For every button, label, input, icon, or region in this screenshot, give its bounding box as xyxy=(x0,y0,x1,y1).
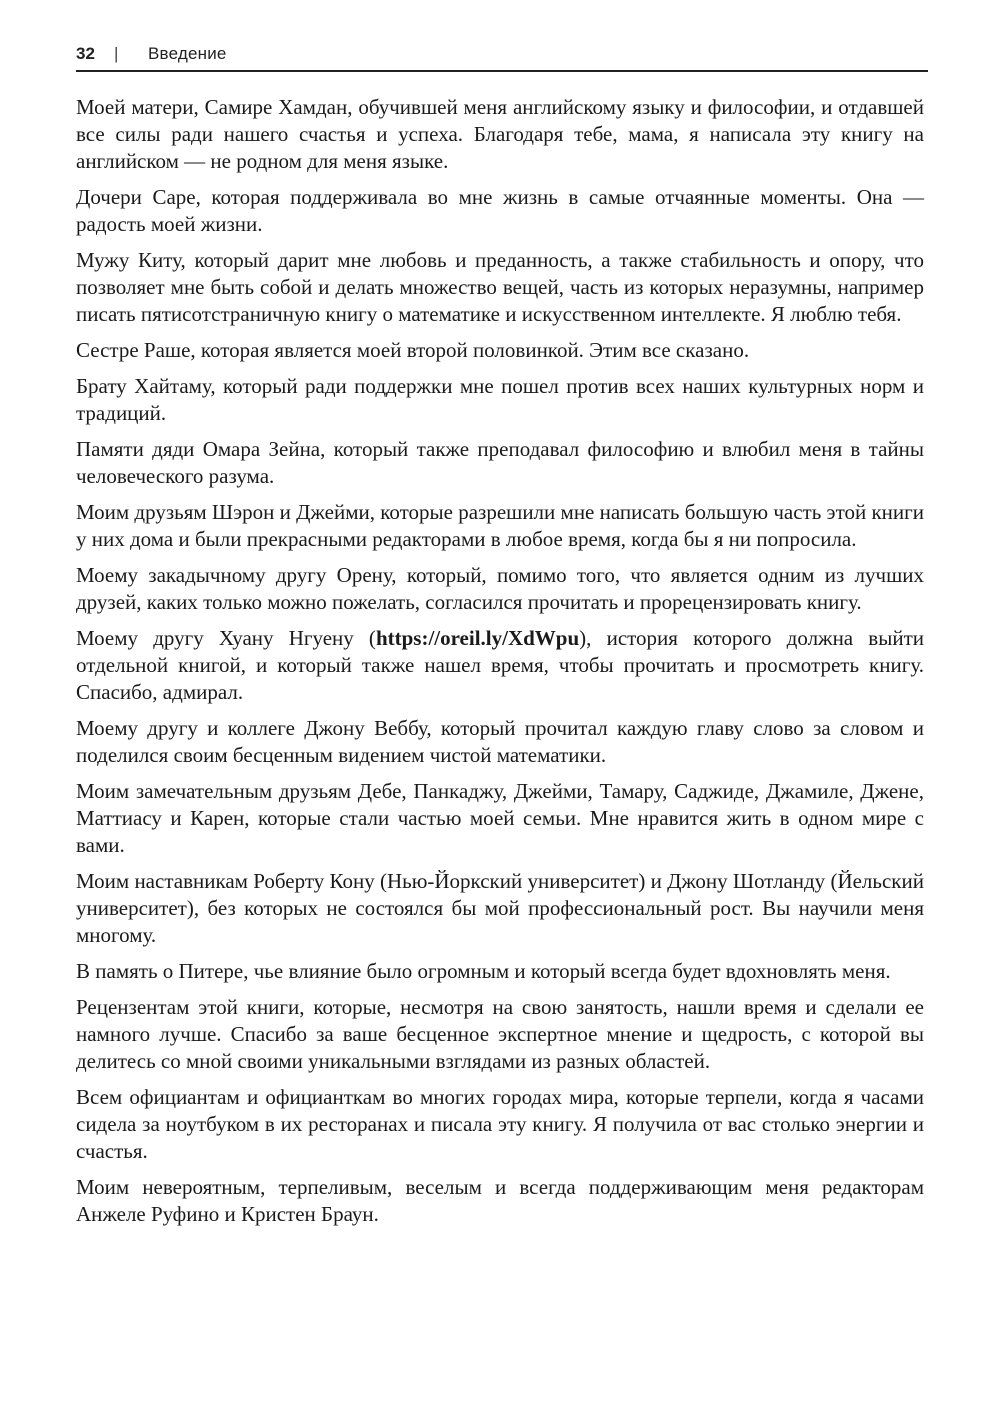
paragraph-daughter: Дочери Саре, которая поддерживала во мне жизнь в самые отчаянные моменты. Она — радость моей жизни. xyxy=(76,185,924,236)
paragraph-husband: Мужу Киту, который дарит мне любовь и преданность, а также стабильность и опору, что позволяет мне быть собой и делать множество вещей, часть из которых неразумны, например писать пятисотстраничную книгу о математике и искусственном интеллекте. Я люблю тебя. xyxy=(76,248,924,326)
paragraph-peter: В память о Питере, чье влияние было огромным и который всегда будет вдохновлять меня. xyxy=(76,959,891,983)
paragraph-wonderful-friends: Моим замечательным друзьям Дебе, Панкаджу, Джейми, Тамару, Саджиде, Джамиле, Джене, Маттиасу и Карен, которые стали частью моей семьи. Мне нравится жить в одном мире с вами. xyxy=(76,779,924,857)
paragraph-mentors: Моим наставникам Роберту Кону (Нью-Йоркский университет) и Джону Шотланду (Йельский университет), без которых не состоялся бы мой профессиональный рост. Вы научили меня многому. xyxy=(76,869,924,947)
paragraph-colleague-john: Моему другу и коллеге Джону Веббу, который прочитал каждую главу слово за словом и поделился своим бесценным видением чистой математики. xyxy=(76,716,924,767)
oreilly-link[interactable]: https://oreil.ly/XdWpu xyxy=(375,626,580,650)
paragraph-mother: Моей матери, Самире Хамдан, обучившей меня английскому языку и философии, и отдавшей все силы ради нашего счастья и успеха. Благодаря тебе, мама, я написала эту книгу на английском — не родном для меня языке. xyxy=(76,95,924,173)
paragraph-huan-before: Моему другу Хуану Нгуену ( xyxy=(76,626,376,650)
paragraph-friend-huan xyxy=(76,625,924,706)
paragraph-reviewers: Рецензентам этой книги, которые, несмотря на свою занятость, нашли время и сделали ее намного лучше. Спасибо за ваше бесценное экспертное мнение и щедрость, с которой вы делитесь со мной своими уникальными взглядами из разных областей. xyxy=(76,995,924,1073)
paragraph-waiters: Всем официантам и официанткам во многих городах мира, которые терпели, когда я часами сидела за ноутбуком в их ресторанах и писала эту книгу. Я получила от вас столько энергии и счастья. xyxy=(76,1085,924,1163)
acknowledgements-text xyxy=(76,94,924,1237)
page-number: 32 xyxy=(76,44,95,63)
header-separator: | xyxy=(114,44,119,63)
paragraph-friend-oren: Моему закадычному другу Орену, который, помимо того, что является одним из лучших друзей, каких только можно пожелать, согласился прочитать и прорецензировать книгу. xyxy=(76,563,924,614)
running-head xyxy=(76,44,928,72)
paragraph-sister: Сестре Раше, которая является моей второй половинкой. Этим все сказано. xyxy=(76,338,750,362)
paragraph-uncle: Памяти дяди Омара Зейна, который также преподавал философию и влюбил меня в тайны человеческого разума. xyxy=(76,437,924,488)
paragraph-brother: Брату Хайтаму, который ради поддержки мне пошел против всех наших культурных норм и традиций. xyxy=(76,374,924,425)
section-title: Введение xyxy=(148,44,227,63)
paragraph-friends-sharon-jamie: Моим друзьям Шэрон и Джейми, которые разрешили мне написать большую часть этой книги у них дома и были прекрасными редакторами в любое время, когда бы я ни попросила. xyxy=(76,500,924,551)
paragraph-editors: Моим невероятным, терпеливым, веселым и всегда поддерживающим меня редакторам Анжеле Руфино и Кристен Браун. xyxy=(76,1175,924,1226)
paragraph-huan-after: ), история которого должна выйти отдельной книгой, и который также нашел время, чтобы прочитать и просмотреть книгу. Спасибо, адмирал. xyxy=(76,626,924,704)
